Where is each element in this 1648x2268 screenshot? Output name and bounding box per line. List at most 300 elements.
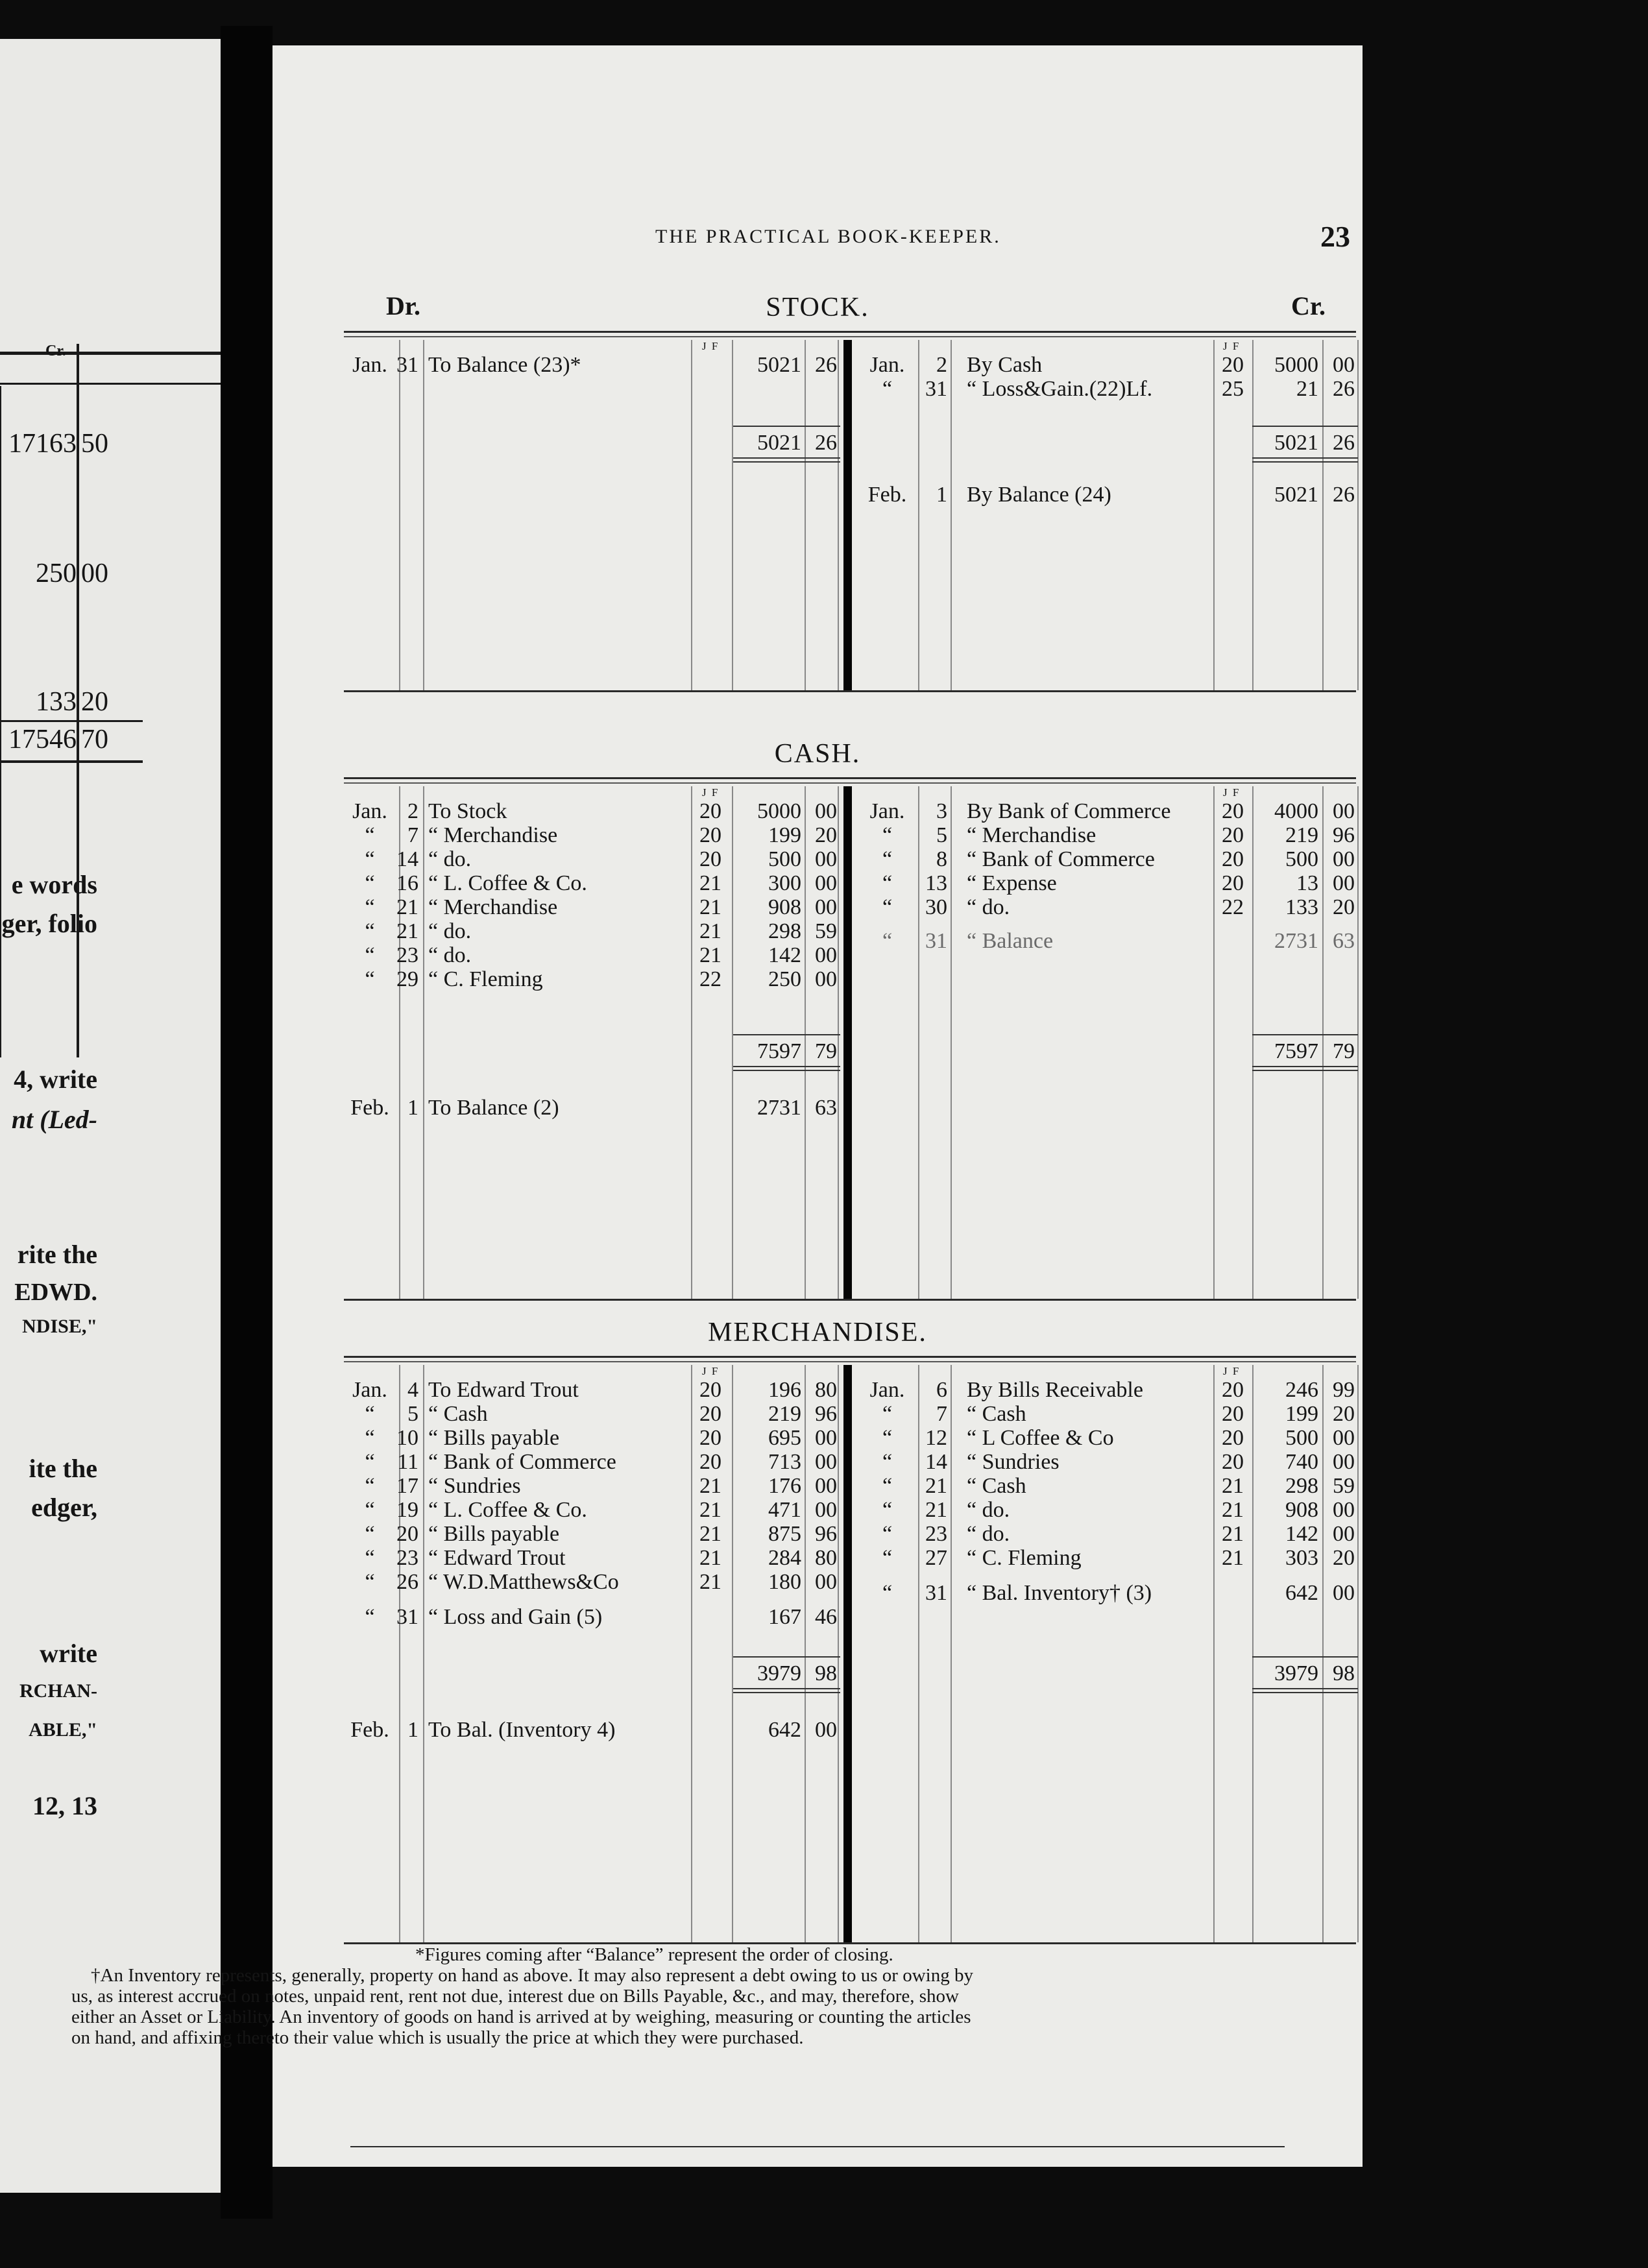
credit-dol: 21 [1296, 377, 1318, 401]
merchandise-column-rule [1252, 1365, 1254, 1942]
credit-jf: 20 [1222, 1450, 1244, 1474]
left-page-rule [0, 383, 221, 385]
debit-jf: 21 [699, 1498, 721, 1522]
credit-month: “ [882, 1546, 893, 1570]
credit-day: 5 [936, 823, 947, 847]
stock-bottom-rule [344, 690, 1356, 692]
cash-column-rule [1213, 786, 1215, 1299]
cash-top-rule [344, 782, 1356, 784]
stock-column-rule [1322, 340, 1324, 690]
debit-dol: 298 [768, 919, 801, 943]
debit-dol: 642 [768, 1718, 801, 1742]
debit-jf: 20 [699, 1402, 721, 1426]
credit-cts: 20 [1333, 1546, 1355, 1570]
stock-column-rule [951, 340, 952, 690]
left-page-rule [0, 352, 221, 355]
credit-cts: 00 [1333, 1498, 1355, 1522]
debit-cts: 00 [815, 943, 837, 967]
merchandise-jf-head: J F [702, 1365, 720, 1377]
merchandise-top-rule [344, 1356, 1356, 1358]
debit-day: 23 [396, 943, 418, 967]
debit-dol: 250 [768, 967, 801, 991]
debit-month: “ [365, 1474, 375, 1498]
debit-month: “ [365, 895, 375, 919]
debit-cts: 00 [815, 847, 837, 871]
cash-column-rule [732, 786, 733, 1299]
credit-jf: 20 [1222, 823, 1244, 847]
debit-month: Jan. [352, 1378, 387, 1402]
cash-column-rule [1322, 786, 1324, 1299]
stock-column-rule [1357, 340, 1359, 690]
credit-dol: 500 [1285, 1426, 1318, 1450]
left-page-text-fragment: NDISE," [22, 1316, 97, 1337]
credit-dol: 642 [1285, 1581, 1318, 1605]
credit-dol: 2731 [1274, 929, 1318, 953]
credit-day: 21 [925, 1498, 947, 1522]
debit-dol: 3979 [757, 1661, 801, 1685]
credit-desc: “ Cash [967, 1474, 1026, 1498]
credit-month: Feb. [867, 483, 907, 507]
credit-desc: “ Merchandise [967, 823, 1097, 847]
debit-day: 21 [396, 895, 418, 919]
debit-jf: 21 [699, 943, 721, 967]
debit-cts: 26 [815, 431, 837, 455]
debit-jf: 20 [699, 799, 721, 823]
credit-month: “ [882, 895, 893, 919]
debit-month: “ [365, 919, 375, 943]
debit-desc: “ Sundries [428, 1474, 521, 1498]
credit-month: “ [882, 1581, 893, 1605]
debit-cts: 80 [815, 1378, 837, 1402]
debit-cts: 59 [815, 919, 837, 943]
credit-dol: 5021 [1274, 431, 1318, 455]
merchandise-sum-rule [733, 1656, 840, 1658]
stock-column-rule [399, 340, 400, 690]
debit-desc: “ C. Fleming [428, 967, 543, 991]
credit-dol: 500 [1285, 847, 1318, 871]
credit-dol: 133 [1285, 895, 1318, 919]
stock-sum-rule [733, 457, 840, 459]
debit-dol: 219 [768, 1402, 801, 1426]
stock-top-rule [344, 331, 1356, 333]
credit-dol: 5000 [1274, 353, 1318, 377]
merchandise-center-rule [843, 1365, 852, 1942]
credit-cts: 63 [1333, 929, 1355, 953]
debit-day: 5 [407, 1402, 418, 1426]
credit-desc: “ do. [967, 895, 1010, 919]
debit-cts: 79 [815, 1039, 837, 1063]
cash-bottom-rule [344, 1299, 1356, 1301]
credit-cts: 26 [1333, 377, 1355, 401]
credit-desc: By Bank of Commerce [967, 799, 1171, 823]
credit-cts: 00 [1333, 353, 1355, 377]
stock-sum-rule [1252, 426, 1358, 427]
debit-dol: 199 [768, 823, 801, 847]
merchandise-sum-rule [733, 1688, 840, 1689]
debit-jf: 20 [699, 847, 721, 871]
stock-column-rule [732, 340, 733, 690]
debit-day: 10 [396, 1426, 418, 1450]
cash-sum-rule [1252, 1034, 1358, 1035]
credit-cts: 00 [1333, 847, 1355, 871]
credit-jf: 21 [1222, 1546, 1244, 1570]
debit-dol: 284 [768, 1546, 801, 1570]
credit-month: “ [882, 929, 893, 953]
left-facing-page [0, 39, 221, 2193]
credit-jf: 20 [1222, 847, 1244, 871]
stock-column-rule [1252, 340, 1254, 690]
debit-cts: 00 [815, 1426, 837, 1450]
credit-day: 14 [925, 1450, 947, 1474]
credit-cts: 00 [1333, 871, 1355, 895]
credit-day: 27 [925, 1546, 947, 1570]
debit-dol: 5000 [757, 799, 801, 823]
credit-cts: 00 [1333, 1522, 1355, 1546]
credit-dol: 740 [1285, 1450, 1318, 1474]
credit-cts: 00 [1333, 1450, 1355, 1474]
cash-sum-rule [1252, 1066, 1358, 1067]
credit-dol: 7597 [1274, 1039, 1318, 1063]
running-title: THE PRACTICAL BOOK-KEEPER. [655, 226, 1001, 247]
credit-dol: 246 [1285, 1378, 1318, 1402]
debit-cts: 00 [815, 1498, 837, 1522]
debit-cts: 20 [815, 823, 837, 847]
debit-desc: To Edward Trout [428, 1378, 579, 1402]
stock-column-rule [838, 340, 839, 690]
debit-month: “ [365, 1450, 375, 1474]
stock-sum-rule [733, 461, 840, 463]
left-page-sum-rule [0, 720, 143, 722]
debit-day: 14 [396, 847, 418, 871]
credit-cts: 20 [1333, 895, 1355, 919]
cash-sum-rule [1252, 1070, 1358, 1071]
debit-cts: 00 [815, 1718, 837, 1742]
ledger-page [273, 45, 1363, 2167]
stock-column-rule [1213, 340, 1215, 690]
debit-month: “ [365, 847, 375, 871]
credit-cts: 59 [1333, 1474, 1355, 1498]
credit-desc: “ Balance [967, 929, 1054, 953]
debit-dol: 2731 [757, 1096, 801, 1120]
credit-dol: 5021 [1274, 483, 1318, 507]
debit-desc: “ L. Coffee & Co. [428, 871, 587, 895]
credit-cts: 79 [1333, 1039, 1355, 1063]
debit-desc: “ Loss and Gain (5) [428, 1605, 603, 1629]
debit-jf: 21 [699, 919, 721, 943]
merchandise-sum-rule [1252, 1688, 1358, 1689]
left-page-text-fragment: EDWD. [14, 1279, 97, 1306]
debit-dol: 5021 [757, 431, 801, 455]
left-page-text-fragment: ABLE," [29, 1719, 97, 1741]
debit-day: 26 [396, 1570, 418, 1594]
left-page-amount-cents: 20 [81, 687, 108, 717]
debit-month: “ [365, 1402, 375, 1426]
cash-column-rule [838, 786, 839, 1299]
debit-month: “ [365, 823, 375, 847]
stock-sum-rule [733, 426, 840, 427]
cash-column-rule [1357, 786, 1359, 1299]
credit-desc: “ Cash [967, 1402, 1026, 1426]
merchandise-column-rule [691, 1365, 692, 1942]
book-spine [221, 26, 273, 2219]
credit-jf: 20 [1222, 1378, 1244, 1402]
cash-sum-rule [733, 1070, 840, 1071]
debit-desc: “ Bills payable [428, 1522, 560, 1546]
credit-dol: 142 [1285, 1522, 1318, 1546]
cash-column-rule [918, 786, 919, 1299]
credit-dol: 13 [1296, 871, 1318, 895]
credit-desc: “ Expense [967, 871, 1057, 895]
debit-month: “ [365, 943, 375, 967]
credit-desc: By Bills Receivable [967, 1378, 1143, 1402]
left-page-amount-cents: 70 [81, 725, 108, 754]
credit-jf: 20 [1222, 871, 1244, 895]
merchandise-column-rule [951, 1365, 952, 1942]
cash-column-rule [951, 786, 952, 1299]
debit-jf: 20 [699, 1426, 721, 1450]
credit-jf: 20 [1222, 1402, 1244, 1426]
credit-desc: “ C. Fleming [967, 1546, 1082, 1570]
credit-month: Jan. [869, 799, 905, 823]
cash-column-rule [423, 786, 424, 1299]
left-page-amount-cents: 00 [81, 559, 108, 588]
credit-day: 31 [925, 377, 947, 401]
debit-day: 7 [407, 823, 418, 847]
debit-jf: 21 [699, 1570, 721, 1594]
credit-day: 12 [925, 1426, 947, 1450]
credit-day: 21 [925, 1474, 947, 1498]
credit-dol: 303 [1285, 1546, 1318, 1570]
stock-sum-rule [1252, 461, 1358, 463]
credit-day: 23 [925, 1522, 947, 1546]
debit-jf: 21 [699, 871, 721, 895]
debit-day: 21 [396, 919, 418, 943]
cr-label: Cr. [1291, 291, 1326, 320]
credit-month: “ [882, 1402, 893, 1426]
credit-day: 13 [925, 871, 947, 895]
stock-column-rule [918, 340, 919, 690]
credit-cts: 98 [1333, 1661, 1355, 1685]
credit-day: 8 [936, 847, 947, 871]
debit-dol: 142 [768, 943, 801, 967]
debit-dol: 500 [768, 847, 801, 871]
debit-cts: 00 [815, 1450, 837, 1474]
page-number: 23 [1320, 220, 1350, 253]
credit-month: Jan. [869, 353, 905, 377]
merchandise-top-rule [344, 1361, 1356, 1362]
cash-jf-head: J F [1223, 786, 1241, 799]
merchandise-jf-head: J F [1223, 1365, 1241, 1377]
credit-jf: 20 [1222, 799, 1244, 823]
debit-day: 4 [407, 1378, 418, 1402]
credit-cts: 00 [1333, 1581, 1355, 1605]
cash-sum-rule [733, 1034, 840, 1035]
debit-dol: 7597 [757, 1039, 801, 1063]
debit-dol: 167 [768, 1605, 801, 1629]
debit-cts: 26 [815, 353, 837, 377]
credit-cts: 26 [1333, 483, 1355, 507]
left-page-text-fragment: edger, [31, 1493, 97, 1522]
credit-month: “ [882, 871, 893, 895]
merchandise-column-rule [1357, 1365, 1359, 1942]
debit-day: 31 [396, 1605, 418, 1629]
merchandise-column-rule [805, 1365, 806, 1942]
left-page-text-fragment: write [40, 1639, 97, 1668]
debit-jf: 21 [699, 1474, 721, 1498]
debit-jf: 20 [699, 1450, 721, 1474]
merchandise-column-rule [1213, 1365, 1215, 1942]
credit-cts: 00 [1333, 799, 1355, 823]
credit-month: “ [882, 823, 893, 847]
credit-cts: 20 [1333, 1402, 1355, 1426]
debit-jf: 22 [699, 967, 721, 991]
left-page-cr-label: Cr. [45, 343, 66, 359]
credit-desc: “ do. [967, 1498, 1010, 1522]
debit-desc: To Balance (2) [428, 1096, 559, 1120]
debit-day: 23 [396, 1546, 418, 1570]
credit-jf: 21 [1222, 1474, 1244, 1498]
credit-jf: 21 [1222, 1498, 1244, 1522]
debit-desc: “ do. [428, 943, 472, 967]
debit-month: “ [365, 1522, 375, 1546]
debit-day: 29 [396, 967, 418, 991]
debit-jf: 20 [699, 1378, 721, 1402]
debit-cts: 00 [815, 1570, 837, 1594]
debit-month: “ [365, 1605, 375, 1629]
credit-month: “ [882, 847, 893, 871]
debit-day: 1 [407, 1096, 418, 1120]
credit-jf: 20 [1222, 353, 1244, 377]
stock-sum-rule [1252, 457, 1358, 459]
merchandise-column-rule [1322, 1365, 1324, 1942]
merchandise-column-rule [423, 1365, 424, 1942]
credit-cts: 00 [1333, 1426, 1355, 1450]
debit-cts: 00 [815, 799, 837, 823]
debit-cts: 96 [815, 1402, 837, 1426]
credit-jf: 25 [1222, 377, 1244, 401]
left-page-amount-dollars: 133 [36, 687, 77, 717]
left-page-amount-dollars: 17546 [8, 725, 77, 754]
credit-day: 31 [925, 1581, 947, 1605]
credit-day: 30 [925, 895, 947, 919]
merchandise-column-rule [838, 1365, 839, 1942]
credit-month: “ [882, 1498, 893, 1522]
credit-dol: 908 [1285, 1498, 1318, 1522]
debit-month: Feb. [350, 1718, 389, 1742]
debit-month: “ [365, 967, 375, 991]
credit-cts: 99 [1333, 1378, 1355, 1402]
credit-desc: By Balance (24) [967, 483, 1111, 507]
debit-desc: “ Merchandise [428, 895, 558, 919]
credit-month: “ [882, 1426, 893, 1450]
merchandise-column-rule [918, 1365, 919, 1942]
debit-cts: 00 [815, 967, 837, 991]
credit-day: 7 [936, 1402, 947, 1426]
credit-dol: 199 [1285, 1402, 1318, 1426]
credit-desc: “ Bank of Commerce [967, 847, 1155, 871]
stock-title: STOCK. [766, 293, 869, 322]
debit-day: 11 [397, 1450, 418, 1474]
credit-month: “ [882, 1522, 893, 1546]
debit-day: 1 [407, 1718, 418, 1742]
footnote-1: *Figures coming after “Balance” represent the order of closing. [415, 1944, 893, 1965]
stock-top-rule [344, 336, 1356, 337]
debit-jf: 21 [699, 1546, 721, 1570]
debit-month: “ [365, 1498, 375, 1522]
cash-column-rule [805, 786, 806, 1299]
debit-month: Jan. [352, 799, 387, 823]
merchandise-sum-rule [733, 1692, 840, 1693]
stock-center-rule [843, 340, 852, 690]
footnote-rule [350, 2146, 1285, 2147]
debit-day: 31 [396, 353, 418, 377]
left-page-sum-rule [0, 760, 143, 763]
footnote-2: †An Inventory represents, generally, property on hand as above. It may also represent a debt owing to us or owing by us, as interest accrued on notes, unpaid rent, rent not due, interest due on Bills Payable, &c., and may, therefore, show either an Asset or Liability. An inventory of goods on hand is arrived at by weighing, measuring or counting the articles on hand, and affixing thereto their value which is usually the price at which they were purchased. [71, 1965, 973, 2048]
debit-dol: 180 [768, 1570, 801, 1594]
debit-desc: “ Bank of Commerce [428, 1450, 616, 1474]
left-page-amount-cents: 50 [81, 429, 108, 459]
stock-column-rule [691, 340, 692, 690]
stock-column-rule [423, 340, 424, 690]
debit-desc: “ Bills payable [428, 1426, 560, 1450]
debit-month: “ [365, 1546, 375, 1570]
debit-cts: 98 [815, 1661, 837, 1685]
debit-desc: “ Merchandise [428, 823, 558, 847]
debit-cts: 63 [815, 1096, 837, 1120]
cash-column-rule [1252, 786, 1254, 1299]
cash-top-rule [344, 777, 1356, 779]
cash-title: CASH. [774, 739, 861, 769]
debit-month: “ [365, 1570, 375, 1594]
debit-dol: 300 [768, 871, 801, 895]
left-page-text-fragment: ite the [29, 1454, 97, 1483]
debit-cts: 80 [815, 1546, 837, 1570]
merchandise-sum-rule [1252, 1692, 1358, 1693]
debit-month: Feb. [350, 1096, 389, 1120]
credit-day: 6 [936, 1378, 947, 1402]
credit-cts: 26 [1333, 431, 1355, 455]
credit-dol: 298 [1285, 1474, 1318, 1498]
left-page-text-fragment: 12, 13 [32, 1791, 97, 1820]
debit-desc: To Stock [428, 799, 507, 823]
credit-desc: “ do. [967, 1522, 1010, 1546]
left-page-text-fragment: nt (Led- [11, 1105, 97, 1134]
debit-dol: 196 [768, 1378, 801, 1402]
merchandise-column-rule [732, 1365, 733, 1942]
stock-jf-head: J F [702, 340, 720, 352]
debit-cts: 00 [815, 871, 837, 895]
left-page-text-fragment: 4, write [14, 1065, 97, 1094]
debit-dol: 471 [768, 1498, 801, 1522]
credit-month: “ [882, 377, 893, 401]
footnotes [71, 1944, 993, 2048]
credit-day: 1 [936, 483, 947, 507]
merchandise-sum-rule [1252, 1656, 1358, 1658]
credit-month: “ [882, 1474, 893, 1498]
debit-dol: 695 [768, 1426, 801, 1450]
credit-jf: 21 [1222, 1522, 1244, 1546]
debit-dol: 713 [768, 1450, 801, 1474]
credit-desc: “ Loss&Gain.(22)Lf. [967, 377, 1153, 401]
debit-month: Jan. [352, 353, 387, 377]
debit-desc: “ Cash [428, 1402, 488, 1426]
credit-desc: “ Sundries [967, 1450, 1060, 1474]
credit-day: 31 [925, 929, 947, 953]
cash-sum-rule [733, 1066, 840, 1067]
credit-jf: 20 [1222, 1426, 1244, 1450]
credit-desc: “ L Coffee & Co [967, 1426, 1114, 1450]
debit-jf: 21 [699, 895, 721, 919]
